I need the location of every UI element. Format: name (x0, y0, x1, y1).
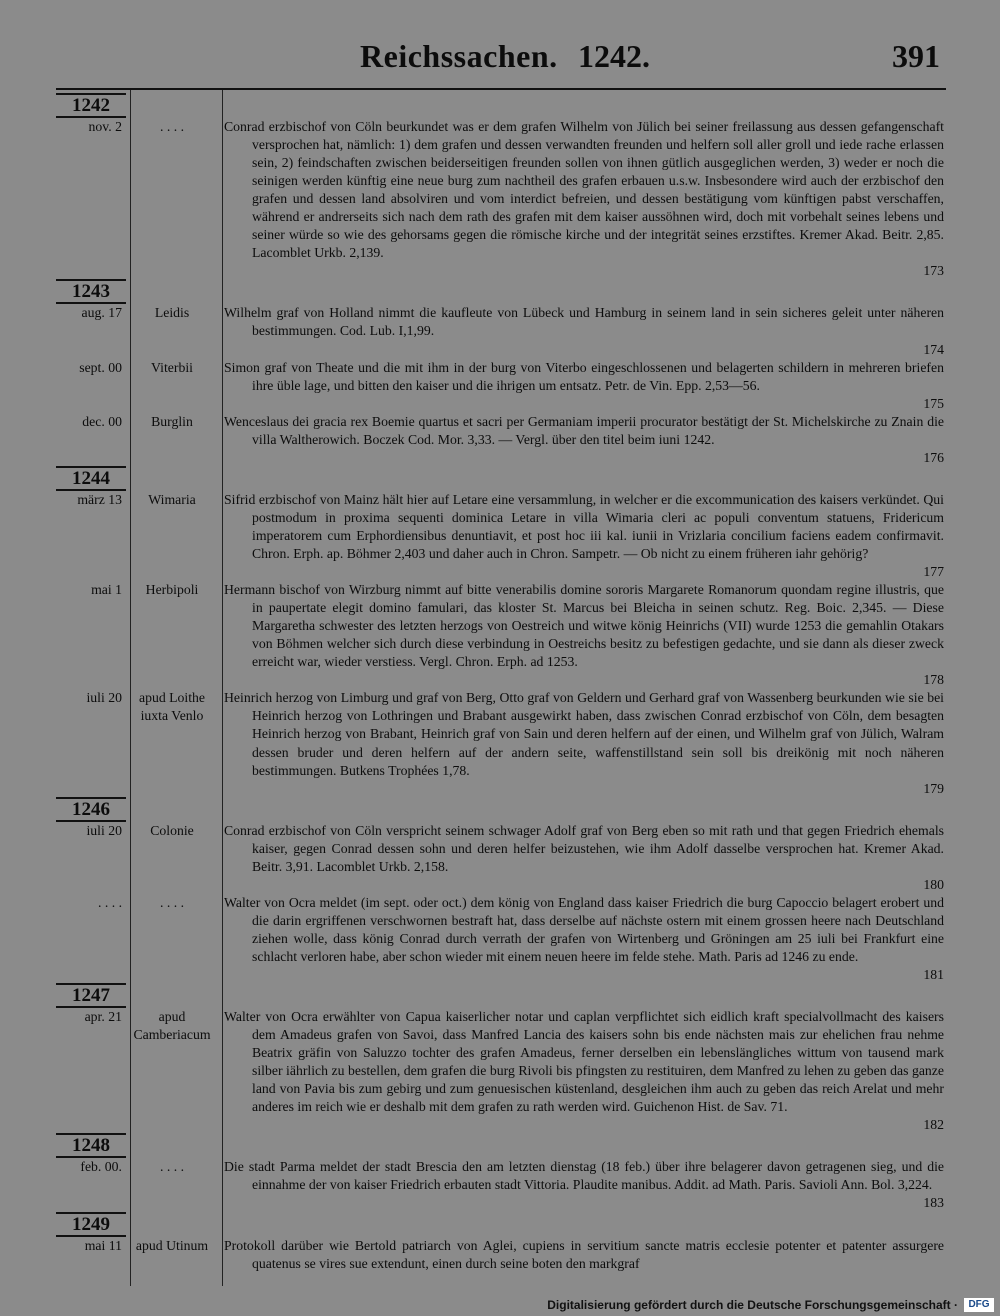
entry-text: Die stadt Parma meldet der stadt Brescia den am letzten dienstag (18 feb.) über ihre belagerer davon getragenen sieg, und die einnahme der von kaiser Friedrich erbauten stadt Vittoria. Plaudite manibus. Addit. ad Math. Paris. Savioli Ann. Bol. 3,224. (224, 1159, 944, 1193)
entry-place: . . . . (159, 1159, 185, 1175)
year-marker: 1244 (56, 466, 126, 491)
entry-row (0, 1008, 1000, 1134)
entry (0, 894, 1000, 984)
header-rule (56, 88, 946, 90)
entry-number: 183 (923, 1195, 944, 1211)
entry (0, 983, 1000, 1134)
entry-place: Burglin (151, 413, 193, 429)
entry-number: 182 (923, 1117, 944, 1133)
entry (0, 413, 1000, 467)
entry-body (224, 491, 944, 581)
entry-place: Leidis (154, 305, 190, 321)
entry-body (224, 304, 944, 358)
entry-row (0, 822, 1000, 894)
entry (0, 359, 1000, 413)
entry-place: Herbipoli (145, 582, 199, 598)
year-marker: 1242 (56, 93, 126, 118)
entry-body (224, 581, 944, 689)
dfg-logo: DFG (964, 1298, 994, 1312)
entry-date: . . . . (97, 894, 122, 910)
entry (0, 93, 1000, 280)
year-marker: 1248 (56, 1133, 126, 1158)
entry-place: . . . . (159, 119, 185, 134)
entry-date: sept. 00 (79, 359, 122, 375)
entry (0, 1212, 1000, 1273)
entry-text: Hermann bischof von Wirzburg nimmt auf bitte venerabilis domine sororis Margarete Romanorum quondam regine illustris, que in paupertate elegit domino famulari, das kloster St. Marcus bei Bleicha in seinen schutz. Reg. Boic. 2,345. — Diese Margaretha schwester des letzten herzogs von Oestreich und witwe könig Heinrichs (VII) wurde 1253 die gemahlin Otakars von Böhmen welcher sich durch diese verbindung in Oestreichs besitz zu befestigen gedachte, und sie dann als dieser zweck erreicht war, wieder verstiess. Vergl. Chron. Erph. ad 1253. (224, 582, 944, 670)
entry (0, 279, 1000, 358)
entry-body (224, 1008, 944, 1134)
entry-body (224, 894, 944, 984)
entry-number: 175 (923, 395, 944, 411)
entry-number: 178 (923, 672, 944, 688)
entry-number: 180 (923, 876, 944, 892)
entry-row (0, 1158, 1000, 1212)
footer (0, 1294, 1000, 1312)
entry-place: . . . . (159, 894, 185, 910)
entry-text: Conrad erzbischof von Cöln beurkundet was er dem grafen Wilhelm von Jülich bei seiner freilassung aus dessen gefangenschaft versprochen hat, nämlich: 1) dem grafen und dessen verwandten freunden und helfern soll aller groll und iede rache erlassen sein, 2) feindschaften zwischen beiderseitigen freunden sollen von ihnen gütlich ausgeglichen werden, 3) weder er noch die seinigen werden künftig eine neue burg zum nachtheil des grafen erbauen u.s.w. Insbesondere wird auch der erzbischof den grafen und dessen land absolviren und vom interdict befreien, und dessen bestätigung vom künftigen pabst verschaffen, während er andrerseits sich nach dem rath des grafen mit dem kaiser aussöhnen wird, doch mit vorbehalt seines lebens und seiner würde so wie des gehorsams gegen die römische kirche und der integrität seines erzstiftes. Kremer Akad. Beitr. 2,85. Lacomblet Urkb. 2,139. (224, 119, 944, 261)
entry-place: apud Utinum (135, 1237, 209, 1253)
entry-number: 177 (923, 564, 944, 580)
entry-date: aug. 17 (81, 305, 122, 321)
entry (0, 581, 1000, 689)
entry-row (0, 491, 1000, 581)
entry-text: Walter von Ocra meldet (im sept. oder oct.) dem könig von England dass kaiser Friedrich die burg Capoccio belagert erobert und die darin ergriffenen verschwornen bestraft hat, dass derselbe auf nächste ostern mit einem grossen heere nach Deutschland ziehen wolle, dass könig Conrad durch verrath der grafen von Wirtenberg und Gröningen am 25 iuli bei Frankfurt eine schlacht verloren habe, aber schon wieder mit einem neuen heere im felde stehe. Math. Paris ad 1246 zu ende. (224, 894, 944, 964)
entry-text: Heinrich herzog von Limburg und graf von Berg, Otto graf von Geldern und Gerhard graf von Wassenberg beurkunden wie sie bei Heinrich herzog von Lothringen und Brabant ausgewirkt haben, dass zwischen Conrad erzbischof von Cöln, dem besagten Heinrich herzog von Brabant, Heinrich graf von Sain und deren helfern auf der einen, und Wilhelm graf von Jülich, Walram dessen bruder und deren helfern auf der andern seite, waffenstillstand sein soll bis dreikönig mit noch näheren bestimmungen. Butkens Trophées 1,78. (224, 690, 944, 778)
entry-number: 179 (923, 780, 944, 796)
entry-body (224, 1237, 944, 1273)
entry-row (0, 304, 1000, 358)
entry-date: iuli 20 (86, 822, 122, 838)
entry-text: Wilhelm graf von Holland nimmt die kaufleute von Lübeck und Hamburg in seinem land in sein sicheres geleit unter näheren bestimmungen. Cod. Lub. I,1,99. (224, 305, 944, 339)
entry-body (224, 1158, 944, 1212)
entry-row (0, 359, 1000, 413)
entry-text: Walter von Ocra erwählter von Capua kaiserlicher notar und caplan verpflichtet sich eidlich kraft specialvollmacht des kaisers dem Amadeus grafen von Savoi, dass Manfred Lancia des kaisers sohn bis ende nächsten mais zur ehelichen frau nehme Beatrix gräfin von Saluzzo tochter des grafen Amadeus, ferner derselben ein lebenslängliches wittum von tausend mark silber iährlich zu bestellen, dem grafen die burg Rivoli bis pfingsten zu restituiren, dem Manfred zu lehen zu geben das ganze land von Pavia bis zum gebirg und zum genuesischen küstenland, desgleichen ihm auch zu geben das reich Arelat und mehr anderes im reich wie er deshalb mit dem grafen zu rath werden wird. Guichenon Hist. de Sav. 71. (224, 1009, 944, 1115)
entry-row (0, 894, 1000, 984)
year-marker: 1246 (56, 797, 126, 822)
entry-text: Conrad erzbischof von Cöln verspricht seinem schwager Adolf graf von Berg eben so mit rath und that gegen Friedrich ehemals kaiser, gegen Conrad dessen sohn und deren helfer beizustehen, wie ihm Adolf dasselbe versprochen hat. Kremer Akad. Beitr. 3,91. Lacomblet Urkb. 2,158. (224, 822, 944, 874)
running-title: Reichssachen. (360, 38, 558, 74)
year-marker: 1243 (56, 279, 126, 304)
entry-date: nov. 2 (88, 119, 122, 134)
entry-row (0, 118, 1000, 280)
entry-number: 174 (923, 341, 944, 357)
entry-body (224, 118, 944, 280)
entry-date: feb. 00. (80, 1159, 122, 1175)
year-marker: 1247 (56, 983, 126, 1008)
entry-row (0, 1237, 1000, 1273)
entry-body (224, 359, 944, 413)
entry (0, 689, 1000, 797)
entry-place: apud Camberiacum (133, 1009, 211, 1043)
entry-number: 173 (923, 263, 944, 279)
entry-date: iuli 20 (86, 690, 122, 706)
entry-number: 181 (923, 967, 944, 983)
running-year: 1242. (578, 38, 650, 74)
entry-body (224, 413, 944, 467)
entry-text: Simon graf von Theate und die mit ihm in der burg von Viterbo eingeschlossenen und belagerten schildern in mehreren briefen ihre üble lage, und bitten den kaiser und die ihrigen um entsatz. Petr. de Vin. Epp. 2,53—56. (224, 359, 944, 393)
entry-date: apr. 21 (84, 1009, 122, 1025)
page-header (0, 30, 1000, 80)
entry-place: Wimaria (148, 491, 196, 507)
entry-place: apud Loithe iuxta Venlo (138, 690, 206, 724)
entry (0, 466, 1000, 581)
entry-row (0, 689, 1000, 797)
entry-date: mai 11 (84, 1237, 122, 1253)
entry-row (0, 581, 1000, 689)
entry (0, 797, 1000, 894)
entry-body (224, 689, 944, 797)
entry-place: Viterbii (151, 359, 193, 375)
entry-text: Sifrid erzbischof von Mainz hält hier auf Letare eine versammlung, in welcher er die excommunication des kaisers verkündet. Qui postmodum in proxima sequenti dominica Letare in villa Wimaria cleri ac populi conventum statuens, Fridericum imperatorem cum Erphordiensibus denuntiavit, et post hoc iii kal. iunii in Vrizlaria concilium faciens eadem confirmavit. Chron. Erph. ap. Böhmer 2,403 und daher auch in Chron. Sampetr. — Ob nicht zu einem früheren iahr gehörig? (224, 491, 944, 561)
entry-place: Colonie (150, 822, 194, 838)
entry-number: 176 (923, 449, 944, 465)
entry-text: Protokoll darüber wie Bertold patriarch von Aglei, cupiens in servitium sancte matris ecclesie potenter et patenter assurgere quatenus se vires sue extendunt, einen durch seine boten den markgraf (224, 1237, 944, 1271)
entry-date: mai 1 (91, 582, 122, 598)
entry-date: märz 13 (77, 491, 122, 507)
footer-credit: Digitalisierung gefördert durch die Deutsche Forschungsgemeinschaft · (547, 1298, 958, 1312)
regesta-entries (0, 94, 1000, 1273)
entry-row (0, 413, 1000, 467)
entry-date: dec. 00 (82, 413, 122, 429)
entry-text: Wenceslaus dei gracia rex Boemie quartus et sacri per Germaniam imperii procurator bestätigt der St. Michelskirche zu Znain die villa Waltherowich. Boczek Cod. Mor. 3,33. — Vergl. über den titel beim iuni 1242. (224, 413, 944, 447)
entry (0, 1133, 1000, 1212)
page-number: 391 (892, 38, 940, 74)
entry-body (224, 822, 944, 894)
year-marker: 1249 (56, 1212, 126, 1237)
